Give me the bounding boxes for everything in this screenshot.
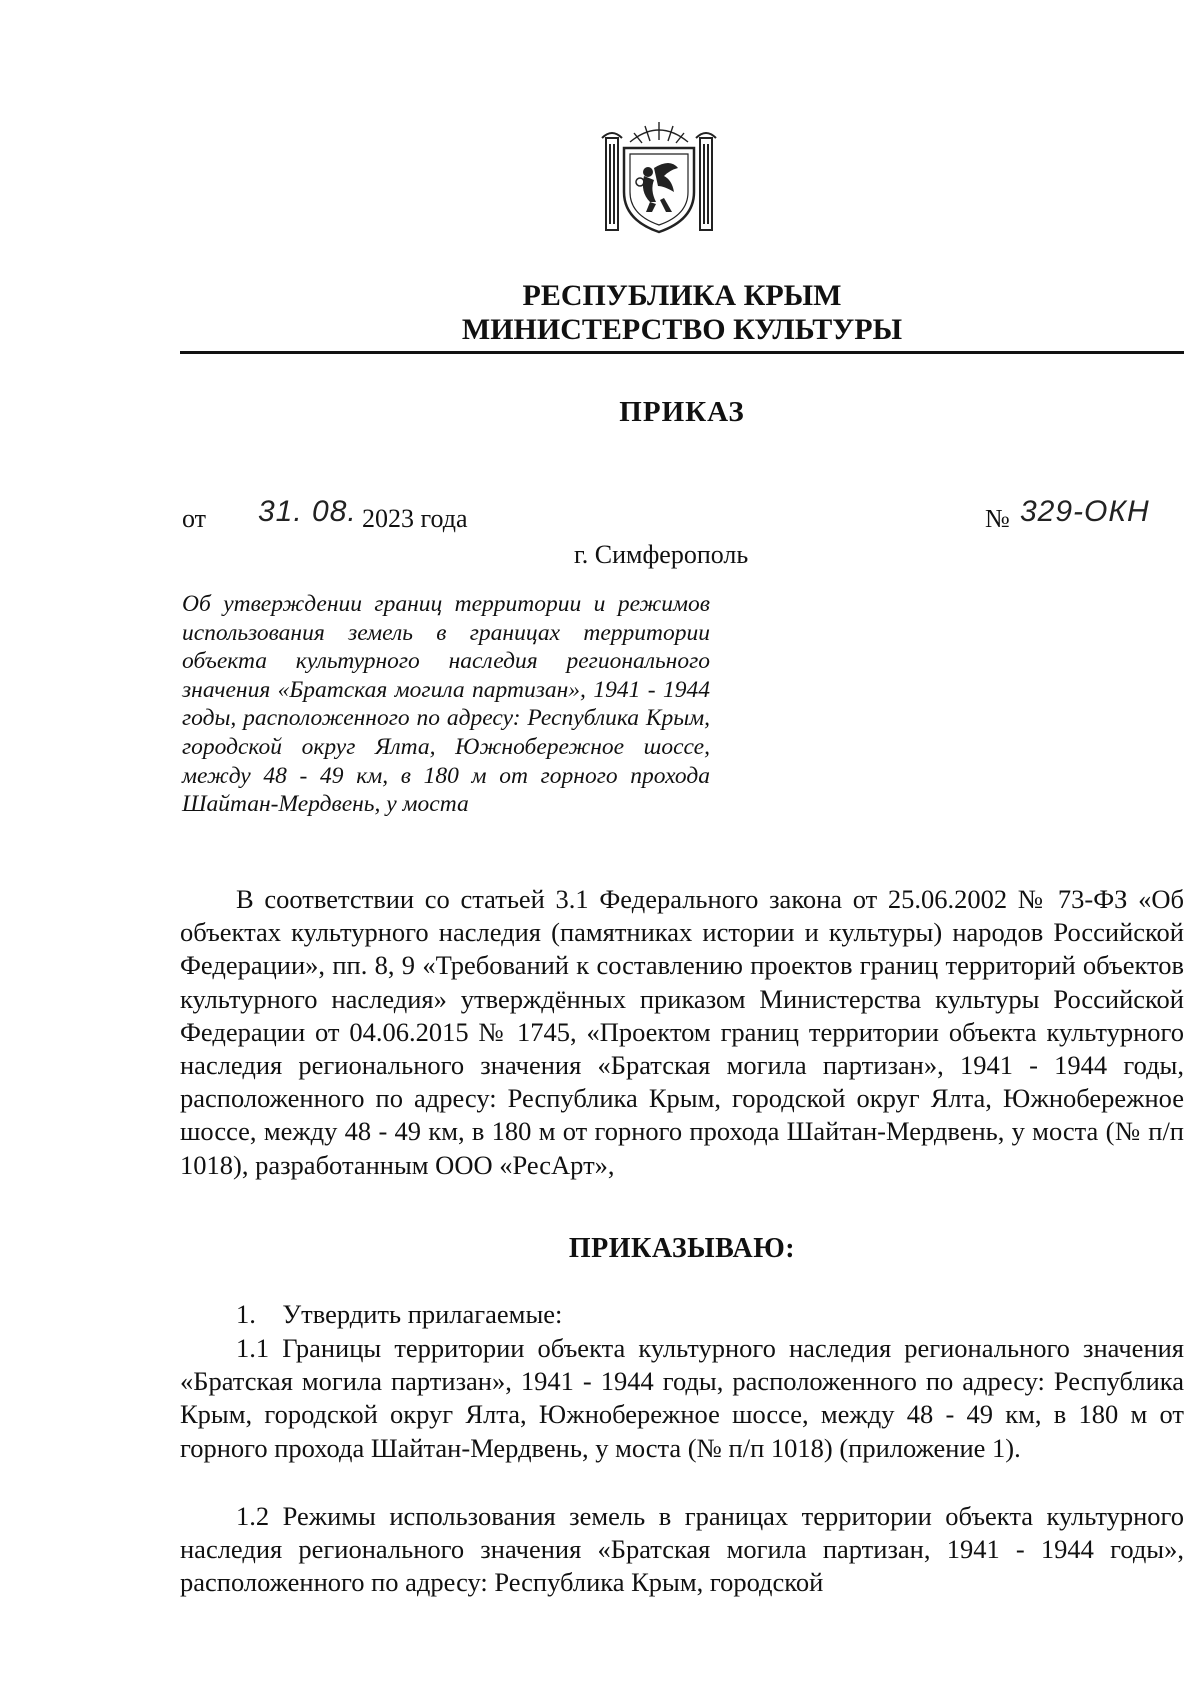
- handwritten-date: 31. 08.: [258, 495, 357, 528]
- order-item-1-2: 1.2 Режимы использования земель в границах территории объекта культурного наследия регионального значения «Братская могила партизан, 1941 - 1944 годы», расположенного по адресу: Республика Крым, городской: [180, 1501, 1184, 1598]
- date-year: 2023 года: [362, 504, 468, 533]
- region-title: РЕСПУБЛИКА КРЫМ: [522, 279, 842, 312]
- order-item-1: 1. Утвердить прилагаемые:: [236, 1299, 563, 1329]
- order-heading: ПРИКАЗЫВАЮ:: [568, 1233, 796, 1264]
- date-prefix: от: [182, 504, 207, 533]
- coat-of-arms-emblem: [600, 120, 718, 238]
- document-subject: Об утверждении границ территории и режимов использования земель в границах территории объекта культурного наследия регионального значения «Братская могила партизан», 1941 - 1944 годы, расположенного по адресу: Республика Крым, городской округ Ялта, Южнобережное шоссе, между 48 - 49 км, в 180 м от горного прохода Шайтан-Мердвень, у моста: [182, 591, 710, 818]
- preamble-paragraph: В соответствии со статьей 3.1 Федерального закона от 25.06.2002 № 73-ФЗ «Об объектах культурного наследия (памятниках истории и культуры) народов Российской Федерации», пп. 8, 9 «Требований к составлению проектов границ территорий объектов культурного наследия» утверждённых приказом Министерства культуры Российской Федерации от 04.06.2015 № 1745, «Проектом границ территории объекта культурного наследия регионального значения «Братская могила партизан», 1941 - 1944 годы, расположенного по адресу: Республика Крым, городской округ Ялта, Южнобережное шоссе, между 48 - 49 км, в 180 м от горного прохода Шайтан-Мердвень, у моста (№ п/п 1018), разработанным ООО «РесАрт»,: [180, 884, 1184, 1180]
- number-prefix: №: [985, 504, 1010, 533]
- crimea-coat-of-arms-icon: [600, 120, 718, 238]
- city-name: г. Симферополь: [574, 540, 749, 569]
- handwritten-number: 329-ОКН: [1020, 495, 1150, 528]
- document-type-title: ПРИКАЗ: [619, 396, 745, 428]
- order-item-1-1: 1.1 Границы территории объекта культурного наследия регионального значения «Братская могила партизан», 1941 - 1944 годы, расположенного по адресу: Республика Крым, городской округ Ялта, Южнобережное шоссе, между 48 - 49 км, в 180 м от горного прохода Шайтан-Мердвень, у моста (№ п/п 1018) (приложение 1).: [180, 1333, 1184, 1463]
- ministry-title: МИНИСТЕРСТВО КУЛЬТУРЫ: [461, 313, 903, 346]
- header-divider: [180, 351, 1184, 354]
